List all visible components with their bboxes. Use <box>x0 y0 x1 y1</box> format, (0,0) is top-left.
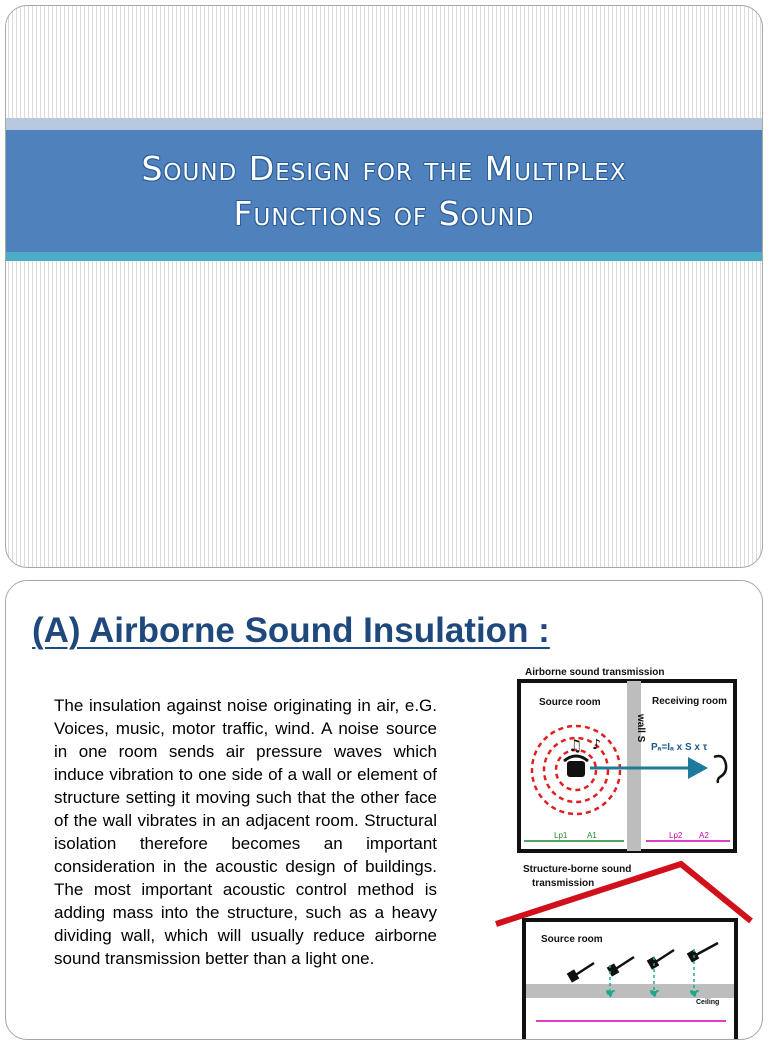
music-note-icon: ♫ <box>568 736 583 755</box>
slide-title-line-2: Functions of Sound <box>233 194 535 233</box>
structure-source-room-label: Source room <box>541 934 603 945</box>
lp2-label: Lp2 <box>669 831 683 840</box>
sound-transmission-figure <box>486 659 756 1039</box>
structure-figure-title-line-2: transmission <box>532 878 595 889</box>
dividing-wall <box>627 681 641 851</box>
structure-figure-title-line-1: Structure-borne sound <box>523 864 632 875</box>
content-slide <box>5 580 763 1040</box>
ceiling-label: Ceiling <box>696 999 720 1006</box>
lp1-label: Lp1 <box>554 831 568 840</box>
source-room-label: Source room <box>539 697 601 708</box>
receiving-room-label: Receiving room <box>652 696 728 707</box>
music-note-icon: ♪ <box>592 737 601 753</box>
slide-title-line-1: Sound Design for the Multiplex <box>141 149 627 188</box>
title-band <box>6 130 762 252</box>
transmission-formula: Pₐ=Iₐ x S x τ <box>651 742 708 753</box>
airborne-figure-title: Airborne sound transmission <box>525 667 665 678</box>
transmission-arrowhead <box>688 757 708 779</box>
impact-hammer-icons <box>568 943 718 981</box>
wall-label: wall S <box>635 714 646 743</box>
a1-label: A1 <box>587 831 597 840</box>
section-heading: (A) Airborne Sound Insulation : <box>32 611 550 650</box>
body-paragraph: The insulation against noise originating in air, e.G. Voices, music, motor traffic, wind. A noise source in one room sends air pressure waves which induce vibration to one side of a wall or element of structure setting it moving such that the other face of the wall vibrates in an adjacent room. Structural isolation therefore becomes an important consideration in the acoustic design of buildings. The most important acoustic control method is adding mass into the structure, such as a heavy dividing wall, which will usually reduce airborne sound transmission better than a light one. <box>54 696 437 968</box>
speaker-icon <box>567 761 585 777</box>
slide-title <box>141 146 626 236</box>
ear-icon <box>714 756 726 783</box>
figure-graphics <box>486 659 756 1039</box>
title-band-top-stripe <box>6 118 762 130</box>
title-slide <box>5 5 763 568</box>
title-band-bottom-stripe <box>6 252 762 261</box>
ceiling-slab <box>526 984 734 998</box>
a2-label: A2 <box>699 831 709 840</box>
